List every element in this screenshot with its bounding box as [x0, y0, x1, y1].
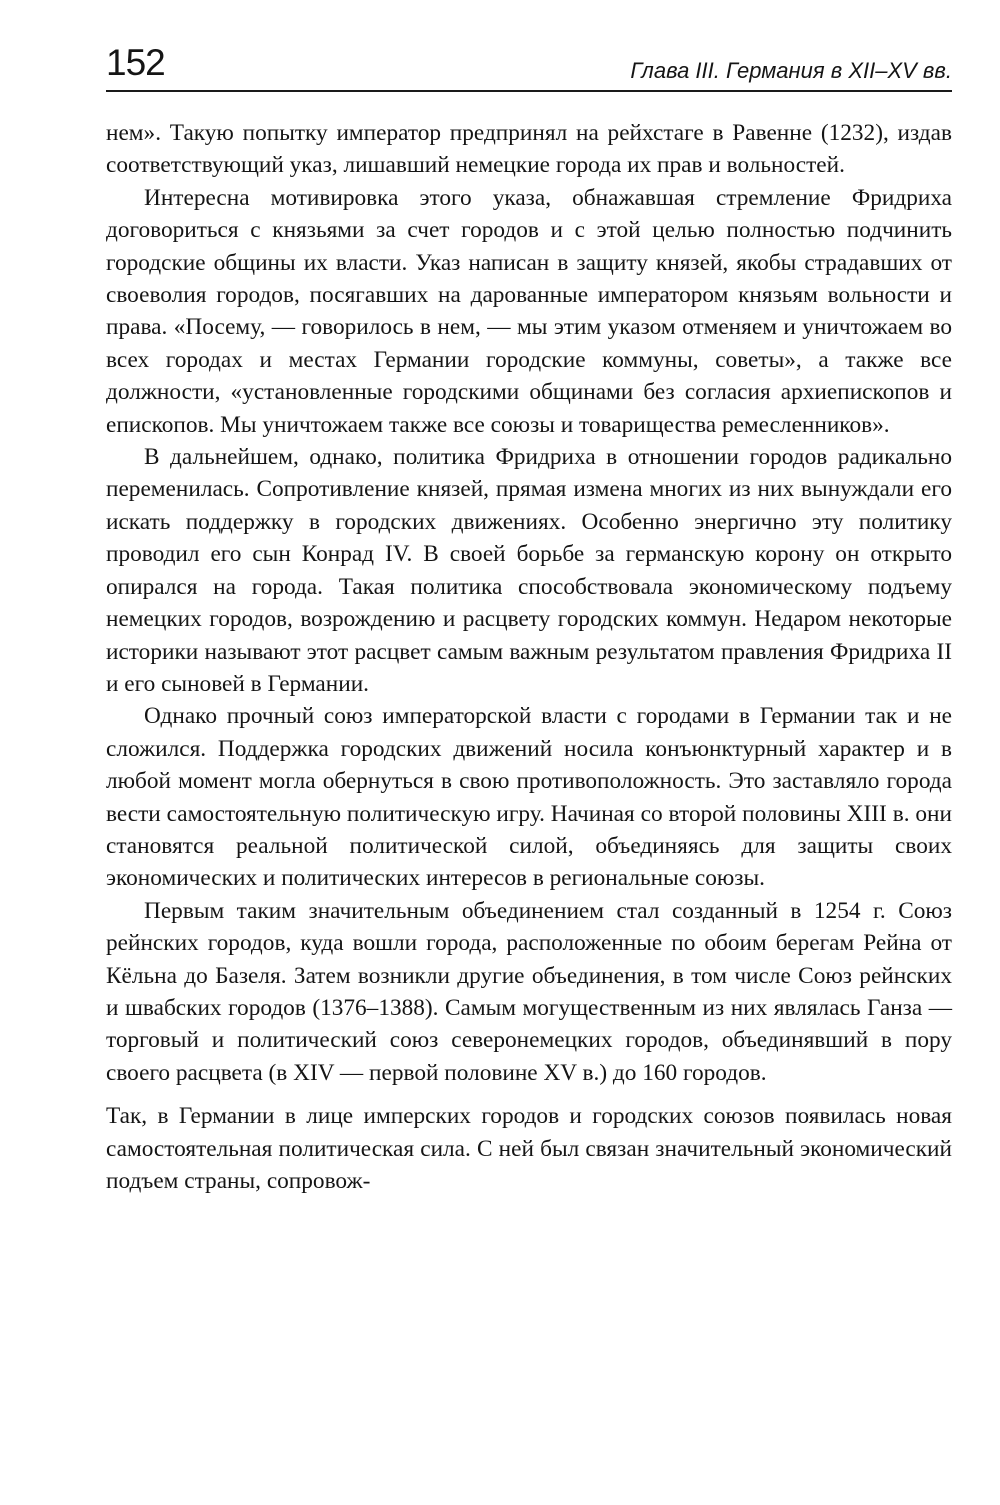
paragraph-continuation: нем». Такую попытку император предпринял на рейхстаге в Равенне (1232), издав соответствующий указ, лишавший немецкие города их прав и вольностей. [106, 120, 952, 179]
running-header [106, 38, 952, 92]
chapter-title: Глава III. Германия в XII–XV вв. [630, 58, 952, 83]
paragraph-city-leagues: Первым таким значительным объединением стал созданный в 1254 г. Союз рейнских городов, куда вошли города, расположенные по обоим берегам Рейна от Кёльна до Базеля. Затем возникли другие объединения, в том числе Союз рейнских и швабских городов (1376–1388). Самым могущественным из них являлась Ганза — торговый и политический союз северонемецких городов, объединявший в пору своего расцвета (в XIV — первой половине XV в.) до 160 городов. [106, 897, 952, 1086]
paragraph-edict-motivation: Интересна мотивировка этого указа, обнажавшая стремление Фридриха договориться с князьями за счет городов и с этой целью полностью подчинить городские общины их власти. Указ написан в защиту князей, якобы страдавших от своеволия городов, посягавших на дарованные императором князьям вольности и права. «Посему, — говорилось в нем, — мы этим указом отменяем и уничтожаем во всех городах и местах Германии городские коммуны, советы», а также все должности, «установленные городскими общинами без согласия архиепископов и епископов. Мы уничтожаем также все союзы и товарищества ремесленников». [106, 184, 952, 438]
paragraph-policy-change: В дальнейшем, однако, политика Фридриха в отношении городов радикально переменилась. Сопротивление князей, прямая измена многих из них вынуждали его искать поддержку в городских движениях. Особенно энергично эту политику проводил его сын Конрад IV. В своей борьбе за германскую корону он открыто опирался на города. Такая политика способствовала экономическому подъему немецких городов, возрождению и расцвету городских коммун. Недаром некоторые историки называют этот расцвет самым важным результатом правления Фридриха II и его сыновей в Германии. [106, 444, 952, 697]
paragraph-city-politics: Однако прочный союз императорской власти с городами в Германии так и не сложился. Поддержка городских движений носила конъюнктурный характер и в любой момент могла обернуться в свою противоположность. Это заставляло города вести самостоятельную политическую игру. Начиная со второй половины XIII в. они становятся реальной политической силой, объединяясь для защиты своих экономических и политических интересов в региональные союзы. [106, 703, 952, 892]
book-page [106, 38, 952, 1197]
paragraph-new-force: Так, в Германии в лице имперских городов и городских союзов появилась новая самостоятельная политическая сила. С ней был связан значительный экономический подъем страны, сопровож- [106, 1103, 952, 1194]
body-text [106, 117, 952, 1197]
page-number: 152 [106, 42, 165, 83]
